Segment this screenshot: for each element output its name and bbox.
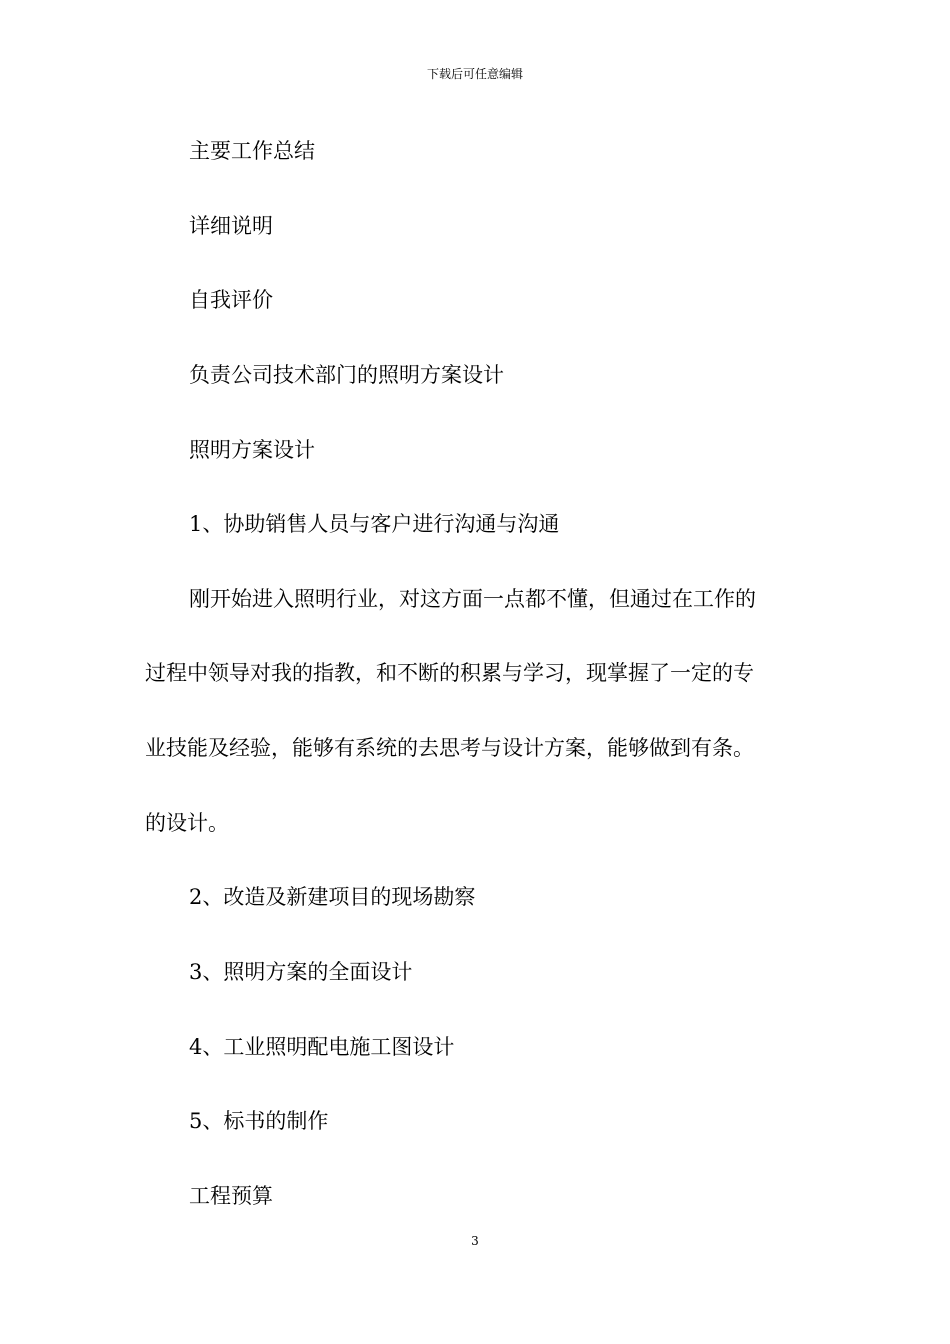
paragraph-responsibility: 负责公司技术部门的照明方案设计	[189, 363, 504, 387]
section-heading-work-summary: 主要工作总结	[189, 139, 315, 163]
section-heading-details: 详细说明	[189, 214, 273, 238]
paragraph-body-line-2: 过程中领导对我的指教，和不断的积累与学习，现掌握了一定的专	[145, 661, 754, 685]
page-number: 3	[471, 1234, 479, 1248]
paragraph-body-line-4: 的设计。	[145, 811, 229, 835]
paragraph-body-line-3: 业技能及经验，能够有系统的去思考与设计方案，能够做到有条。	[145, 736, 754, 760]
list-item-5: 5、标书的制作	[189, 1109, 329, 1133]
paragraph-body-line-1: 刚开始进入照明行业，对这方面一点都不懂，但通过在工作的	[189, 587, 756, 611]
list-item-3: 3、照明方案的全面设计	[189, 960, 413, 984]
list-item-2: 2、改造及新建项目的现场勘察	[189, 885, 476, 909]
paragraph-lighting-design: 照明方案设计	[189, 438, 315, 462]
section-heading-budget: 工程预算	[189, 1184, 273, 1208]
list-item-4: 4、工业照明配电施工图设计	[189, 1035, 455, 1059]
section-heading-self-evaluation: 自我评价	[189, 288, 273, 312]
list-item-1: 1、协助销售人员与客户进行沟通与沟通	[189, 512, 560, 536]
page-header-note: 下载后可任意编辑	[426, 67, 523, 81]
